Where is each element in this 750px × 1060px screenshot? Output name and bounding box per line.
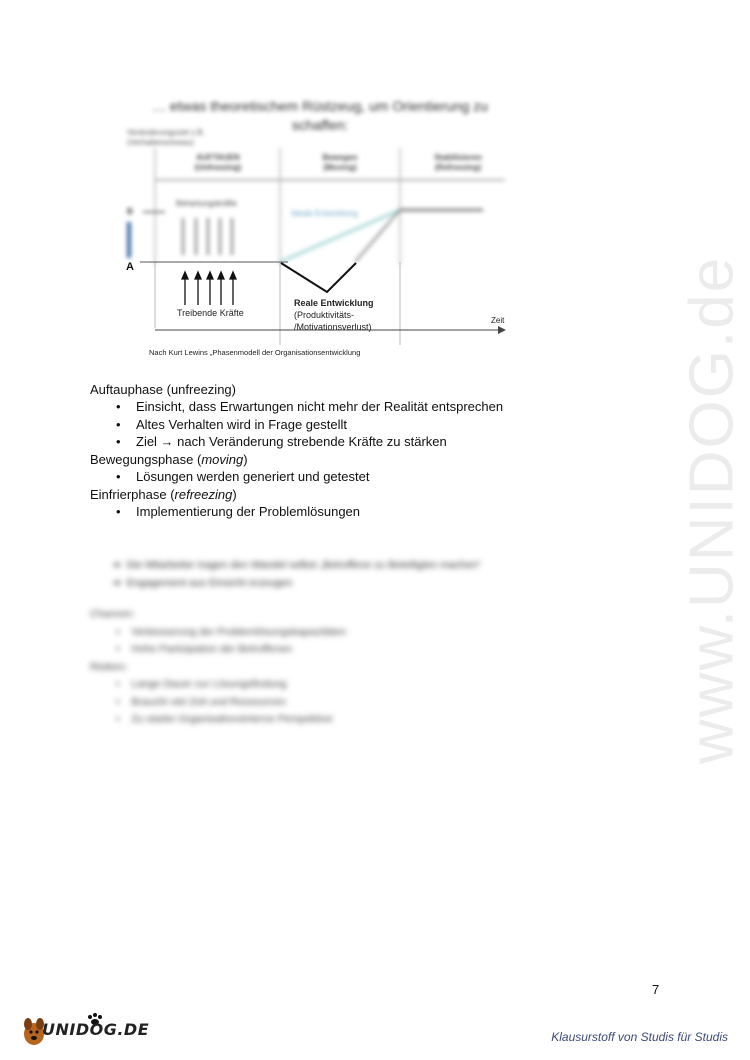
risk-item-3-text: Zu starke Organisationsinterne Perspektive [131, 713, 333, 725]
logo-text: UNIDOG.DE [42, 1020, 150, 1039]
restraining-forces-label: Behartungskräfte [176, 199, 237, 208]
phase-2-name: Bewegen [322, 153, 358, 162]
page-number: 7 [652, 982, 660, 997]
bullet-dot: • [116, 434, 121, 449]
risk-item-3: • Zu starke Organisationsinterne Perspektive [116, 713, 333, 725]
bullet-dot: • [116, 469, 121, 484]
lewin-phase-diagram [0, 0, 750, 380]
figure-title-line2: schaffen: [291, 117, 349, 133]
phase-1-name: AUFTAUEN [196, 153, 240, 162]
point-b-label: B [127, 207, 133, 216]
risk-item-1-text: Lange Dauer zur Lösungsfindung [131, 678, 287, 690]
time-axis-arrowhead [498, 326, 506, 334]
bullet-dot: • [116, 504, 121, 519]
chances-heading: Chancen: [90, 608, 135, 620]
arrow-icon: ➔ [112, 577, 121, 589]
refreeze-heading-close: ) [232, 487, 237, 502]
chance-item-1: • Verbesserung der Problemlösungskapazitäten [116, 625, 347, 638]
bullet-text: Ziel → nach Veränderung strebende Kräfte zu stärken [136, 434, 447, 449]
arrow-point-1-text: Die Mitarbeiter tragen den Wandel selbst „Betroffene zu Beteiligten machen“ [126, 559, 481, 571]
ideal-development-label: Ideale Entwicklung [291, 209, 358, 218]
driving-forces-label: Treibende Kräfte [177, 308, 244, 318]
chance-item-2-text: Hohe Partizipation der Betroffenen [131, 643, 293, 655]
arrow-point-1 [112, 556, 481, 574]
bullet-dot: • [116, 399, 121, 414]
arrow-icon: ➔ [112, 559, 121, 571]
risk-item-2: • Braucht viel Zeit und Ressourcen [116, 695, 287, 708]
bullet-text: Altes Verhalten wird in Frage gestellt [136, 417, 347, 432]
moving-heading-close: ) [243, 452, 248, 467]
bullet-dot: • [116, 417, 121, 432]
real-development-title: Reale Entwicklung [294, 298, 374, 308]
real-development-sub1: (Produktivitäts- [294, 310, 355, 320]
figure-title-line1: … etwas theoretischem Rüstzeug, um Orientierung zu [151, 98, 489, 114]
y-label-line2: (Verhaltensniveau) [127, 138, 194, 147]
watermark: www.UNIDOG.de [677, 255, 747, 765]
refreeze-heading-plain: Einfrierphase ( [90, 487, 175, 502]
restraining-force-arrows [183, 218, 232, 255]
chance-item-1-text: Verbesserung der Problemlösungskapazitäten [131, 625, 347, 638]
bullet-text: Einsicht, dass Erwartungen nicht mehr der Realität entsprechen [136, 399, 504, 414]
arrow-point-2-text: Engagement aus Einsicht erzeugen [126, 577, 293, 589]
moving-heading-italic: moving [201, 452, 244, 467]
arrow-point-2 [112, 574, 481, 592]
driving-force-arrows [182, 272, 236, 305]
blurred-arrow-points [112, 556, 481, 592]
real-rise-line-blurred [355, 210, 400, 262]
refreeze-heading [90, 486, 237, 504]
footer-tagline: Klausurstoff von Studis für Studis [551, 1030, 728, 1044]
phase-3-sub: (Refreezing) [434, 163, 482, 172]
bullet-text: Lösungen werden generiert und getestet [136, 469, 370, 484]
refreeze-heading-italic: refreezing [174, 487, 233, 502]
phase-1-sub: (Unfreezing) [194, 163, 242, 172]
risk-item-1: • Lange Dauer zur Lösungsfindung [116, 678, 287, 690]
dog-icon [24, 1018, 44, 1045]
y-label-line1: Veränderungsziel z.B. [127, 128, 205, 137]
phase-2-sub: (Moving) [323, 163, 357, 172]
bullet-text: Implementierung der Problemlösungen [136, 504, 361, 519]
point-a-label: A [126, 261, 134, 273]
blurred-chances-risks [90, 606, 346, 729]
risk-item-2-text: Braucht viel Zeit und Ressourcen [131, 695, 287, 708]
time-axis-label: Zeit [491, 316, 505, 325]
moving-heading [90, 451, 248, 469]
chance-item-2: • Hohe Partizipation der Betroffenen [116, 643, 293, 655]
unfreeze-heading: Auftauphase (unfreezing) [90, 382, 236, 397]
real-development-text [294, 297, 374, 333]
figure-caption: Nach Kurt Lewins „Phasenmodell der Organisationsentwicklung [149, 348, 361, 357]
moving-heading-plain: Bewegungsphase ( [90, 452, 202, 467]
real-development-sub2: /Motivationsverlust) [294, 322, 372, 332]
risks-heading: Risiken: [90, 660, 128, 673]
phase-3-name: Stabilisieren [434, 153, 482, 162]
real-development-line [281, 263, 356, 292]
